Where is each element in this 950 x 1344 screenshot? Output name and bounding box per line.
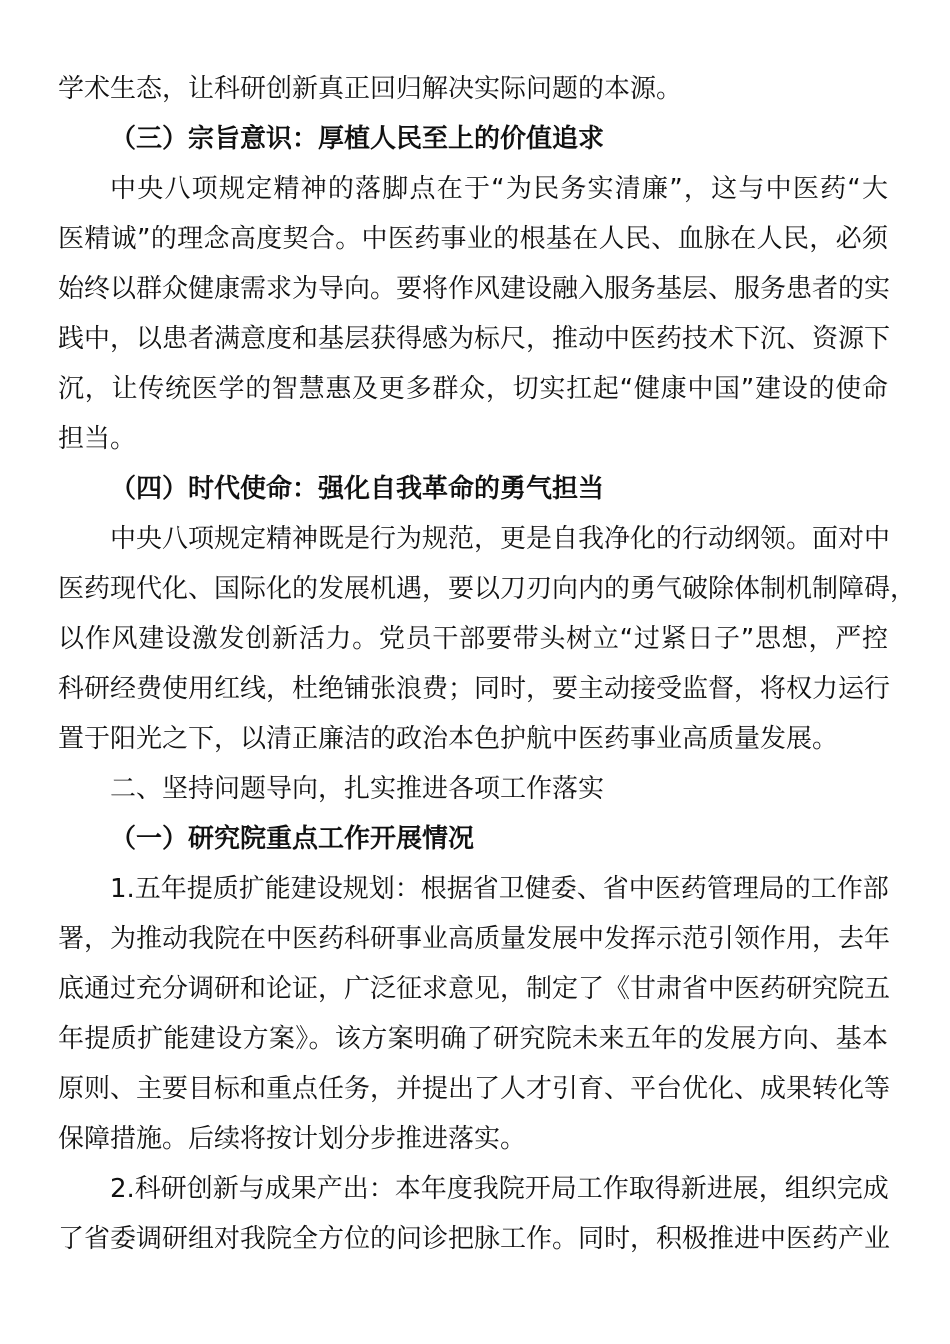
paragraph-line: 置于阳光之下，以清正廉洁的政治本色护航中医药事业高质量发展。 <box>58 724 839 754</box>
paragraph-line: 中央八项规定精神既是行为规范，更是自我净化的行动纲领。面对中 <box>110 524 891 554</box>
paragraph-line: 原则、主要目标和重点任务，并提出了人才引育、平台优化、成果转化等 <box>58 1074 891 1104</box>
section-title: 二、坚持问题导向，扎实推进各项工作落实 <box>110 774 605 804</box>
paragraph-line: 学术生态，让科研创新真正回归解决实际问题的本源。 <box>58 74 683 104</box>
paragraph-line: 医药现代化、国际化的发展机遇，要以刀刃向内的勇气破除体制机制障碍， <box>58 574 917 604</box>
paragraph-line: 底通过充分调研和论证，广泛征求意见，制定了《甘肃省中医药研究院五 <box>58 974 891 1004</box>
heading-era-mission: （四）时代使命：强化自我革命的勇气担当 <box>110 474 605 504</box>
paragraph-line: 科研经费使用红线，杜绝铺张浪费；同时，要主动接受监督，将权力运行 <box>58 674 891 704</box>
paragraph-line: 医精诚”的理念高度契合。中医药事业的根基在人民、血脉在人民，必须 <box>58 224 888 254</box>
paragraph-line: 年提质扩能建设方案》。该方案明确了研究院未来五年的发展方向、基本 <box>58 1024 888 1054</box>
paragraph-line: 沉，让传统医学的智慧惠及更多群众，切实扛起“健康中国”建设的使命 <box>58 374 888 404</box>
subheading-key-work: （一）研究院重点工作开展情况 <box>110 824 475 854</box>
paragraph-line: 署，为推动我院在中医药科研事业高质量发展中发挥示范引领作用，去年 <box>58 924 891 954</box>
paragraph-line: 担当。 <box>58 424 137 454</box>
document-body <box>58 64 917 1264</box>
paragraph-line: 中央八项规定精神的落脚点在于“为民务实清廉”，这与中医药“大 <box>110 174 888 204</box>
paragraph-line: 践中，以患者满意度和基层获得感为标尺，推动中医药技术下沉、资源下 <box>58 324 891 354</box>
heading-purpose-awareness: （三）宗旨意识：厚植人民至上的价值追求 <box>110 124 605 154</box>
paragraph-line: 1.五年提质扩能建设规划：根据省卫健委、省中医药管理局的工作部 <box>110 874 889 904</box>
paragraph-line: 了省委调研组对我院全方位的问诊把脉工作。同时，积极推进中医药产业 <box>58 1224 891 1254</box>
paragraph-line: 保障措施。后续将按计划分步推进落实。 <box>58 1124 527 1154</box>
paragraph-line: 2.科研创新与成果产出：本年度我院开局工作取得新进展，组织完成 <box>110 1174 889 1204</box>
paragraph-line: 以作风建设激发创新活力。党员干部要带头树立“过紧日子”思想，严控 <box>58 624 888 654</box>
paragraph-line: 始终以群众健康需求为导向。要将作风建设融入服务基层、服务患者的实 <box>58 274 891 304</box>
